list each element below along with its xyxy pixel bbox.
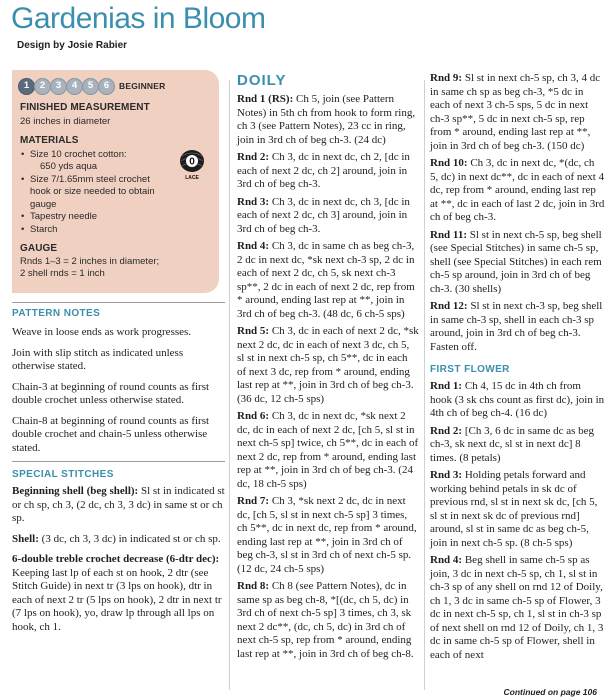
materials-item: • Tapestry needle bbox=[20, 211, 213, 224]
materials-item: • Size 10 crochet cotton: bbox=[20, 149, 213, 162]
round-label: Rnd 5: bbox=[237, 325, 270, 337]
doily-round bbox=[430, 157, 605, 225]
special-stitch bbox=[12, 533, 225, 547]
first-flower-heading: FIRST FLOWER bbox=[430, 364, 510, 375]
flower-round bbox=[430, 380, 605, 421]
special-stitch-text: Sl st in indicated st or ch sp, ch 3, (2 dc, ch 3, 3 dc) in same st or ch sp. bbox=[12, 485, 225, 524]
doily-heading: DOILY bbox=[237, 72, 287, 89]
skill-dot: 1 bbox=[18, 78, 35, 95]
materials-item: 650 yds aqua bbox=[40, 161, 98, 172]
doily-round bbox=[430, 300, 605, 354]
round-label: Rnd 12: bbox=[430, 300, 468, 312]
pattern-note: Chain-8 at beginning of round counts as first double crochet and chain-5 unless otherwise stated. bbox=[12, 414, 210, 454]
special-stitch-name: Shell: bbox=[12, 532, 39, 545]
doily-round bbox=[237, 151, 419, 192]
round-label: Rnd 6: bbox=[237, 410, 270, 422]
continued-note: Continued on page 106 bbox=[503, 687, 597, 697]
flower-round bbox=[430, 425, 605, 466]
special-stitches-heading: SPECIAL STITCHES bbox=[12, 469, 114, 480]
pattern-note: Weave in loose ends as work progresses. bbox=[12, 326, 192, 338]
lace-yarn-icon bbox=[175, 148, 209, 182]
round-text: Ch 3, dc in next dc, *(dc, ch 5, dc) in next dc**, dc in each of next 4 dc, rep from * around, ending last rep at **, dc in each of last 2 dc, join in 3rd ch of beg ch-3. bbox=[430, 157, 605, 223]
round-text: Beg shell in same ch-5 sp as join, 3 dc in next ch-5 sp, ch 1, sl st in ch-3 sp of any shell on rnd 12 of Doily, ch 1, 3 dc in same ch-5 sp of Flower, 3 dc in next ch-5 sp, ch 1, sl st in ch-3 sp of next shell on rnd 12 of Doily, ch 1, 3 dc in same ch-5 sp of Flower, shell in each of next bbox=[430, 554, 604, 661]
page-title: Gardenias in Bloom bbox=[11, 2, 266, 35]
round-label: Rnd 3: bbox=[237, 195, 270, 208]
round-label: Rnd 11: bbox=[430, 228, 467, 241]
designer-credit: Design by Josie Rabier bbox=[17, 40, 128, 51]
materials-heading: MATERIALS bbox=[20, 135, 79, 146]
round-label: Rnd 8: bbox=[237, 580, 270, 592]
materials-item: • Starch bbox=[20, 224, 213, 237]
doily-round bbox=[430, 72, 605, 153]
doily-round bbox=[237, 410, 419, 491]
doily-round bbox=[237, 196, 419, 237]
notes-column bbox=[12, 308, 225, 634]
column-divider bbox=[229, 80, 230, 690]
round-text: Ch 3, dc in each of next 2 dc, *sk next 2 dc, dc in each of next 3 dc, ch 5, sl st in next ch-5 sp, ch 5**, dc in each of next 3 dc, rep from * around, ending last rep at **, join in 3rd ch of beg ch-3. (36 dc, 12 ch-5 sps) bbox=[237, 325, 419, 405]
round-text: Ch 4, 15 dc in 4th ch from hook (3 sk chs count as first dc), join in 4th ch of beg ch-4. (16 dc) bbox=[430, 380, 605, 419]
round-text: Ch 3, dc in next dc, ch 2, [dc in each of next 2 dc, ch 2] around, join in 3rd ch of beg ch-3. bbox=[237, 151, 410, 190]
section-divider bbox=[12, 302, 225, 303]
round-text: Ch 3, *sk next 2 dc, dc in next dc, [ch 5, sl st in next ch-5 sp] 3 times, ch 5**, dc in next dc, rep from * around, ending last rep at **, join in 3rd ch of beg ch-3, sl st in 3rd ch of next ch-5 sp. (12 dc, 24 ch-5 sps) bbox=[237, 495, 417, 575]
finished-measurement-text: 26 inches in diameter bbox=[20, 115, 111, 127]
gauge-text: 2 shell rnds = 1 inch bbox=[20, 268, 105, 279]
column-divider bbox=[424, 80, 425, 690]
gauge-heading: GAUGE bbox=[20, 243, 58, 254]
skill-dot: 5 bbox=[82, 78, 99, 95]
skill-level-label: BEGINNER bbox=[119, 81, 166, 92]
pattern-note: Chain-3 at beginning of round counts as first double crochet unless otherwise stated. bbox=[12, 380, 210, 406]
materials-item: • Size 7/1.65mm steel crochet hook or size needed to obtain gauge bbox=[20, 174, 170, 212]
round-label: Rnd 2: bbox=[430, 424, 463, 437]
round-text: Sl st in next ch-3 sp, beg shell in same ch-3 sp, shell in each ch-3 sp around, join in 3rd ch of beg ch-3. Fasten off. bbox=[430, 300, 603, 353]
doily-column bbox=[237, 72, 419, 665]
round-label: Rnd 4: bbox=[430, 554, 463, 566]
finished-measurement-heading: FINISHED MEASUREMENT bbox=[20, 102, 150, 113]
skill-dot: 4 bbox=[66, 78, 83, 95]
special-stitch-text: Keeping last lp of each st on hook, 2 dtr (see Stitch Guide) in next tr (3 lps on hook), dtr in each of next 2 tr (5 lps on hook), 2 dtr in next tr (7 lps on hook), yo, draw lp through all lps on hook, ch 1. bbox=[12, 566, 222, 633]
gauge-text: Rnds 1–3 = 2 inches in diameter; bbox=[20, 255, 160, 267]
yarn-weight-label: LACE bbox=[185, 175, 199, 181]
special-stitch-name: 6-double treble crochet decrease (6-dtr dec): bbox=[12, 553, 220, 565]
round-label: Rnd 3: bbox=[430, 469, 463, 481]
round-label: Rnd 2: bbox=[237, 151, 270, 163]
round-text: [Ch 3, 6 dc in same dc as beg ch-3, sk next dc, sl st in next dc] 8 times. (8 petals) bbox=[430, 424, 595, 464]
round-label: Rnd 10: bbox=[430, 157, 468, 169]
round-label: Rnd 9: bbox=[430, 72, 463, 84]
doily-continued-column bbox=[430, 72, 605, 666]
round-text: Ch 5, join (see Pattern Notes) in 5th ch from hook to form ring, ch 3 (see Pattern Notes), 23 cc in ring, join in 3rd ch of beg ch-3. (24 dc) bbox=[237, 93, 416, 146]
special-stitch-text: (3 dc, ch 3, 3 dc) in indicated st or ch sp. bbox=[41, 532, 221, 545]
doily-round bbox=[237, 93, 419, 147]
flower-round bbox=[430, 554, 605, 662]
round-label: Rnd 1 (RS): bbox=[237, 93, 294, 105]
round-label: Rnd 7: bbox=[237, 495, 270, 507]
skill-dot: 3 bbox=[50, 78, 67, 95]
special-stitch bbox=[12, 485, 225, 526]
special-stitch-name: Beginning shell (beg shell): bbox=[12, 485, 139, 497]
round-label: Rnd 4: bbox=[237, 240, 270, 252]
round-text: Ch 3, dc in same ch as beg ch-3, 2 dc in next dc, *sk next ch-3 sp, 2 dc in each of next 2 dc, ch 5, sk next ch-3 sp**, 2 dc in each of next 2 dc, rep from * around, ending last rep at **, join in 3rd ch of beg ch-3. (48 dc, 6 ch-5 sps) bbox=[237, 240, 415, 320]
doily-round bbox=[237, 240, 419, 321]
doily-round bbox=[237, 580, 419, 661]
skill-level-indicator bbox=[18, 78, 213, 95]
round-text: Ch 3, dc in next dc, ch 3, [dc in each of next 2 dc, ch 3] around, join in 3rd ch of beg ch-3. bbox=[237, 195, 410, 235]
skill-dot: 6 bbox=[98, 78, 115, 95]
round-text: Holding petals forward and working behind petals in sk dc of previous rnd, sl st in next sk dc, [ch 5, sl st in next sk dc of previous rnd] around, sl st in same dc as beg ch-5, join in next ch-5 sp. (8 ch-5 sps) bbox=[430, 469, 598, 549]
doily-round bbox=[430, 229, 605, 297]
special-stitch bbox=[12, 553, 225, 634]
skill-dot: 2 bbox=[34, 78, 51, 95]
pattern-notes-heading: PATTERN NOTES bbox=[12, 308, 101, 319]
doily-round bbox=[237, 495, 419, 576]
doily-round bbox=[237, 325, 419, 406]
round-label: Rnd 1: bbox=[430, 380, 463, 392]
round-text: Ch 3, dc in next dc, *sk next 2 dc, dc in each of next 2 dc, [ch 5, sl st in next ch-5 sp] twice, ch 5**, dc in each of next 2 dc, rep from * around, ending last rep at **, join in 3rd ch of beg ch-3. (24 dc, 18 ch-5 sps) bbox=[237, 410, 419, 490]
yarn-weight-number: 0 bbox=[189, 156, 195, 168]
section-divider bbox=[12, 461, 225, 462]
round-text: Ch 8 (see Pattern Notes), dc in same sp as beg ch-8, *[(dc, ch 5, dc) in 3rd ch of next ch-5 sp] 3 times, ch 3, sk next 2 dc**, (dc, ch 5, dc) in 3rd ch of next ch-5 sp, rep from * around, ending last rep at **, join in 3rd ch of beg ch-8. bbox=[237, 580, 414, 660]
round-text: Sl st in next ch-5 sp, ch 3, 4 dc in same ch sp as beg ch-3, *5 dc in each of next 3 ch-5 sps, 5 dc in next ch-3 sp**, 5 dc in next ch-5 sp, rep from * around, ending last rep at **, join in 3rd ch of beg ch-3. (150 dc) bbox=[430, 72, 601, 152]
flower-round bbox=[430, 469, 605, 550]
pattern-note: Join with slip stitch as indicated unless otherwise stated. bbox=[12, 346, 184, 372]
round-text: Sl st in next ch-5 sp, beg shell (see Special Stitches) in same ch-5 sp, shell (see Special Stitches) in each rem ch-5 sp around, join in 3rd ch of beg ch-3. (30 shells) bbox=[430, 228, 602, 295]
